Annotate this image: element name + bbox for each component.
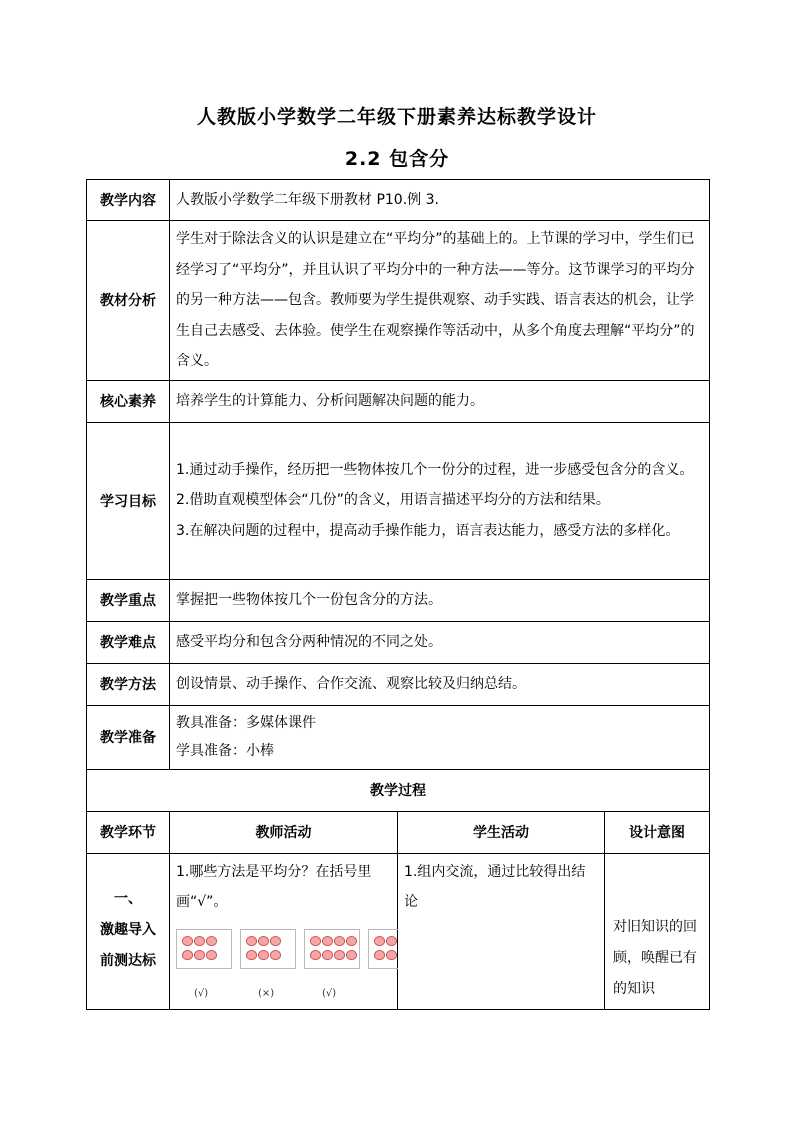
document-title: 人教版小学数学二年级下册素养达标教学设计 — [196, 106, 597, 128]
peach-grouping-picture — [176, 925, 398, 999]
label-key-points: 教学重点 — [87, 579, 170, 621]
row-difficult-points — [87, 621, 710, 663]
value-core-literacy: 培养学生的计算能力、分析问题解决问题的能力。 — [170, 380, 710, 422]
peach-icon — [386, 950, 397, 960]
column-header-teacher: 教师活动 — [170, 811, 398, 853]
design-intent-cell — [605, 853, 710, 1009]
peach-icon — [310, 936, 321, 946]
peach-icon — [206, 950, 217, 960]
peach-icon — [346, 950, 357, 960]
row-teaching-preparation — [87, 705, 710, 769]
value-teaching-methods: 创设情景、动手操作、合作交流、观察比较及归纳总结。 — [170, 663, 710, 705]
lesson-plan-table — [86, 179, 710, 1010]
peach-icon — [194, 936, 205, 946]
column-header-stage: 教学环节 — [87, 811, 170, 853]
peach-icon — [374, 950, 385, 960]
teacher-activity-text: 1.哪些方法是平均分？在括号里画“√”。 — [176, 863, 372, 910]
label-teaching-content: 教学内容 — [87, 180, 170, 221]
peach-icon — [270, 936, 281, 946]
value-learning-objectives: 1.通过动手操作，经历把一些物体按几个一份分的过程，进一步感受包含分的含义。 2.借助直观模型体会“几份”的含义，用语言描述平均分的方法和结果。 3.在解决问题的过程中，提高动手操作能力，语言表达能力，感受方法的多样化。 — [170, 422, 710, 579]
column-header-student: 学生活动 — [398, 811, 605, 853]
value-material-analysis: 学生对于除法含义的认识是建立在“平均分”的基础上的。上节课的学习中，学生们已经学习了“平均分”，并且认识了平均分中的一种方法——等分。这节课学习的平均分的另一种方法——包含。教师要为学生提供观察、动手实践、语言表达的机会，让学生自己去感受、去体验。使学生在观察操作等活动中，从多个角度去理解“平均分”的含义。 — [170, 221, 710, 381]
peach-icon — [322, 936, 333, 946]
picture-mark: (√) — [322, 987, 337, 999]
student-activity-cell — [398, 853, 605, 1009]
value-key-points: 掌握把一些物体按几个一份包含分的方法。 — [170, 579, 710, 621]
peach-icon — [182, 936, 193, 946]
peach-icon — [334, 950, 345, 960]
row-teaching-methods — [87, 663, 710, 705]
design-intent-text: 对旧知识的回顾，唤醒已有的知识 — [613, 918, 697, 997]
peach-icon — [258, 950, 269, 960]
row-learning-objectives — [87, 422, 710, 579]
peach-icon — [334, 936, 345, 946]
row-key-points — [87, 579, 710, 621]
label-learning-objectives: 学习目标 — [87, 422, 170, 579]
value-difficult-points: 感受平均分和包含分两种情况的不同之处。 — [170, 621, 710, 663]
peach-icon — [182, 950, 193, 960]
peach-icon — [258, 936, 269, 946]
teacher-activity-cell — [170, 853, 398, 1009]
label-teaching-methods: 教学方法 — [87, 663, 170, 705]
row-process-stage-1 — [87, 853, 710, 1009]
picture-mark: (√) — [194, 987, 209, 999]
picture-mark: (×) — [258, 987, 275, 999]
peach-group-picture — [368, 929, 398, 969]
peach-icon — [270, 950, 281, 960]
row-core-literacy — [87, 380, 710, 422]
row-process-heading — [87, 769, 710, 811]
document-subtitle: 2.2 包含分 — [344, 148, 450, 170]
row-material-analysis — [87, 221, 710, 381]
peach-icon — [310, 950, 321, 960]
peach-icon — [386, 936, 397, 946]
label-difficult-points: 教学难点 — [87, 621, 170, 663]
label-teaching-preparation: 教学准备 — [87, 705, 170, 769]
peach-group-picture — [304, 929, 360, 969]
stage-cell: 一、 激趣导入 前测达标 — [87, 853, 170, 1009]
label-material-analysis: 教材分析 — [87, 221, 170, 381]
peach-icon — [246, 936, 257, 946]
label-core-literacy: 核心素养 — [87, 380, 170, 422]
peach-icon — [346, 936, 357, 946]
peach-icon — [374, 936, 385, 946]
column-header-intent: 设计意图 — [605, 811, 710, 853]
peach-icon — [194, 950, 205, 960]
peach-icon — [322, 950, 333, 960]
student-activity-text: 1.组内交流，通过比较得出结论 — [404, 863, 586, 910]
peach-icon — [206, 936, 217, 946]
peach-icon — [246, 950, 257, 960]
process-heading: 教学过程 — [87, 769, 710, 811]
value-teaching-preparation: 教具准备：多媒体课件 学具准备：小棒 — [170, 705, 710, 769]
peach-group-picture — [176, 929, 232, 969]
row-process-columns — [87, 811, 710, 853]
peach-group-picture — [240, 929, 296, 969]
row-teaching-content — [87, 180, 710, 221]
value-teaching-content: 人教版小学数学二年级下册教材 P10.例 3. — [170, 180, 710, 221]
